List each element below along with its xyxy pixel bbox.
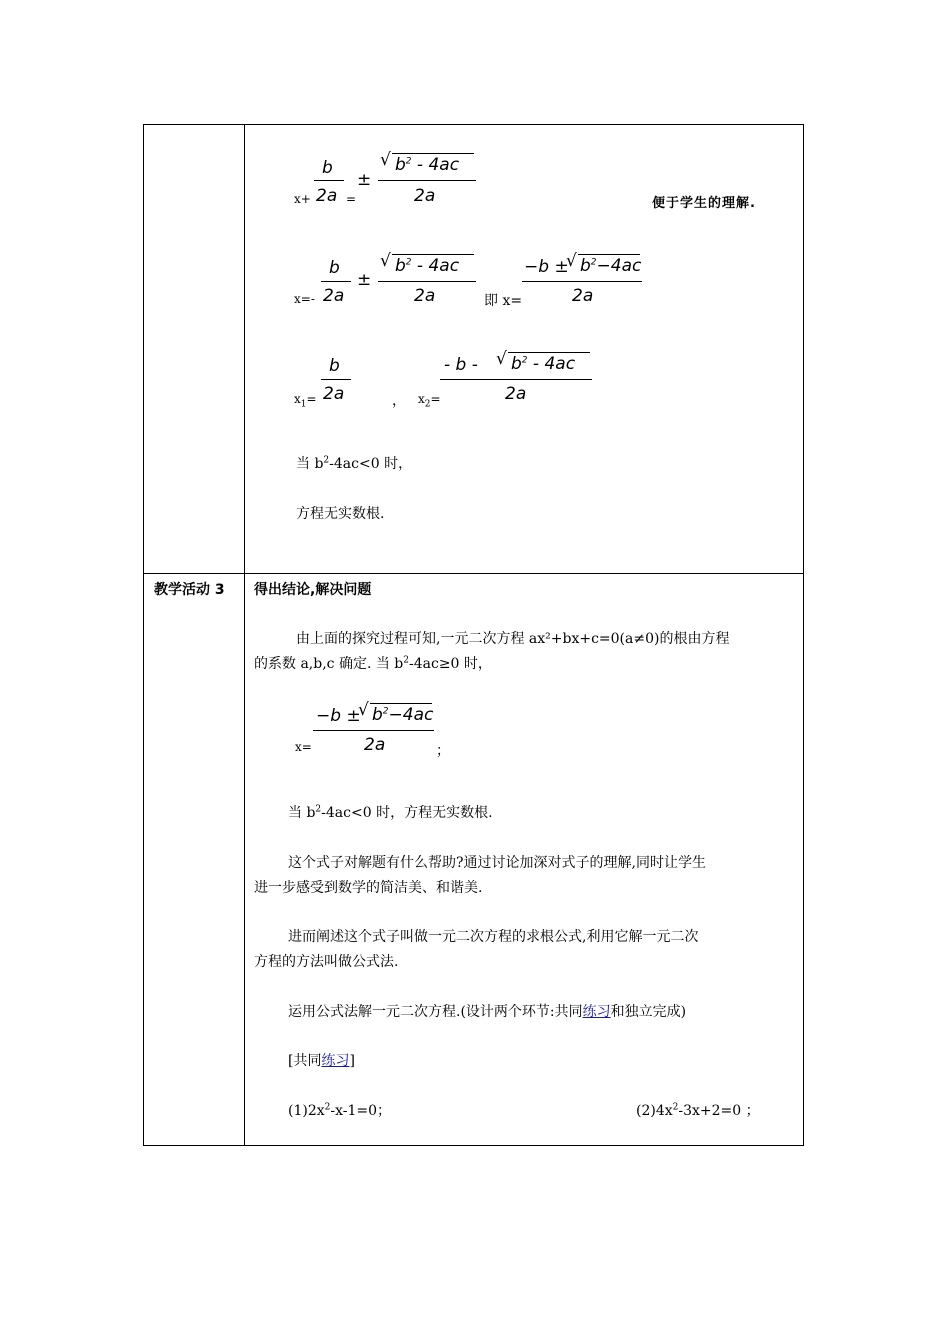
conclusion-para-1b: 的系数 a,b,c 确定. 当 $b^2-4ac\ge 0$ 时， [254, 655, 492, 672]
formula-frac-bar [313, 730, 434, 731]
formula-semicolon: ； [436, 743, 450, 759]
eq1-pm: ± [357, 170, 372, 190]
eq2-frac-den: 2a [323, 286, 345, 306]
eq2-formula-den: 2a [572, 286, 594, 306]
x1-frac-num: b [329, 356, 340, 376]
eq2-ji: 即 x= [484, 293, 523, 309]
joint-practice-heading: [共同练习] [288, 1053, 355, 1069]
practice-link[interactable]: 练习 [582, 1004, 611, 1020]
eq1-frac-den: 2a [316, 186, 338, 206]
conclusion-para-2: 当 $b^2-4ac<0$ 时，方程无实数根. [288, 804, 493, 821]
x-separator: ， [392, 393, 406, 409]
formula-neg-b-pm: −b ± [316, 706, 361, 726]
eq1-lhs: x+ [294, 192, 311, 206]
eq2-pm: ± [357, 270, 372, 290]
x2-sqrt-expr: $b^2 - 4ac$ [511, 354, 576, 374]
eq2-formula-bar [522, 281, 642, 282]
conclusion-para-5: 运用公式法解一元二次方程.(设计两个环节:共同练习和独立完成) [288, 1004, 687, 1020]
x2-frac-bar [440, 379, 592, 380]
conclusion-para-4b: 方程的方法叫做公式法. [254, 954, 399, 970]
eq1-equals: = [346, 192, 357, 206]
eq2-sqrt2-sign: √ [566, 251, 577, 271]
conclusion-para-4a: 进而阐述这个式子叫做一元二次方程的求根公式,利用它解一元二次 [288, 929, 699, 945]
conclusion-para-3b: 进一步感受到数学的简洁美、和谐美. [254, 880, 483, 896]
formula-x-eq: x= [295, 740, 312, 754]
joint-practice-link[interactable]: 练习 [321, 1053, 350, 1069]
eq1-frac-num: b [322, 158, 333, 178]
formula-sqrt-bar [370, 703, 432, 704]
column-divider [244, 125, 245, 1145]
eq2-sqrt2-expr: $b^2-4ac$ [580, 256, 642, 276]
eq2-sqrt-bar [392, 254, 474, 255]
eq2-rhs-den: 2a [414, 286, 436, 306]
formula-sqrt-sign: √ [358, 700, 369, 720]
eq2-frac-bar [321, 281, 351, 282]
eq1-frac-bar [314, 180, 344, 181]
eq2-frac-num: b [329, 258, 340, 278]
eq2-sqrt-expr: $b^2 - 4ac$ [395, 256, 460, 276]
eq2-lhs: x=- [294, 292, 315, 306]
eq1-rhs-den: 2a [414, 186, 436, 206]
x2-sqrt-bar [508, 352, 590, 353]
exercise-2: $(2)4x^2-3x+2=0$ ； [636, 1102, 760, 1119]
x1-frac-den: 2a [323, 384, 345, 404]
conclusion-para-3a: 这个式子对解题有什么帮助?通过讨论加深对式子的理解,同时让学生 [288, 855, 706, 871]
eq1-sqrt-expr: $b^2 - 4ac$ [395, 155, 460, 175]
no-real-roots: 方程无实数根. [296, 506, 385, 522]
formula-sqrt-expr: $b^2-4ac$ [372, 705, 434, 725]
row-label-activity-3: 教学活动 3 [154, 582, 225, 598]
x1-frac-bar [321, 379, 351, 380]
x2-frac-den: 2a [505, 384, 527, 404]
x2-label: $x_2=$ [418, 392, 441, 410]
x2-neg-b: - b - [444, 355, 478, 375]
eq1-sqrt-sign: √ [380, 150, 391, 170]
row-divider [144, 573, 803, 574]
eq1-rhs-bar [378, 180, 476, 181]
side-note: 便于学生的理解. [652, 196, 756, 211]
x2-sqrt-sign: √ [496, 349, 507, 369]
section-heading: 得出结论,解决问题 [254, 582, 372, 598]
exercise-1: $(1)2x^2-x-1=0$； [288, 1102, 392, 1119]
eq2-sqrt-sign: √ [380, 251, 391, 271]
formula-den: 2a [364, 735, 386, 755]
x1-label: $x_1=$ [294, 392, 317, 410]
eq2-rhs-bar [378, 281, 476, 282]
eq2-neg-b-pm: −b ± [524, 257, 569, 277]
condition-negative: 当 $b^2-4ac<0$ 时， [296, 455, 413, 472]
eq2-sqrt2-bar [578, 254, 640, 255]
eq1-sqrt-bar [392, 153, 474, 154]
conclusion-para-1: 由上面的探究过程可知,一元二次方程 ax²+bx+c=0(a≠0)的根由方程 [296, 631, 730, 647]
